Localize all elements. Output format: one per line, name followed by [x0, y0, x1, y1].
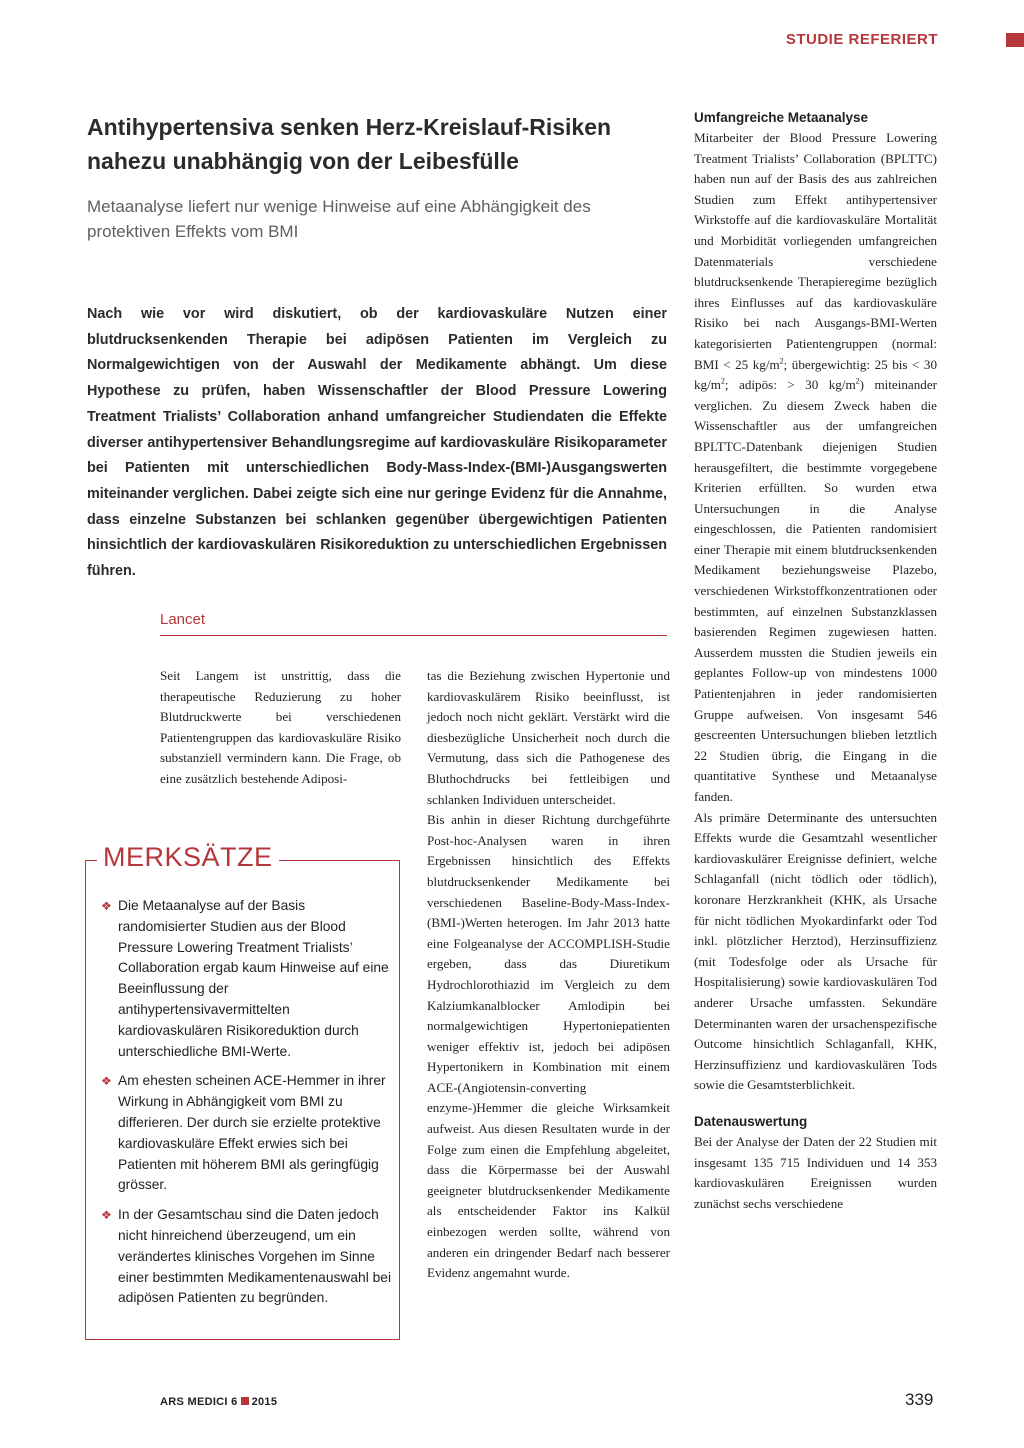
merksaetze-list [101, 896, 391, 1318]
footer-square [241, 1397, 249, 1405]
body-column-1 [160, 666, 401, 790]
source-label: Lancet [160, 611, 206, 628]
source-divider [160, 635, 667, 636]
body-column-3 [694, 108, 937, 1214]
list-item: ❖ Die Metaanalyse auf der Basis randomisierter Studien aus der Blood Pressure Lowering Treatment Trialists’ Collaboration ergab kaum Hinweise auf eine Beeinflussung der antihypertensivavermittelten kardiovaskulären Risikoreduktion durch unterschiedliche BMI-Werte. [101, 898, 389, 1059]
section-heading: Datenauswertung [694, 1113, 808, 1129]
body-paragraph: Mitarbeiter der Blood Pressure Lowering Treatment Trialists’ Collaboration (BPLTTC) haben nun auf der Basis des aus zahlreichen Studien zum Effekt antihypertensiver Wirkstoffe auf die kardiovaskuläre Mortalität und Morbidität vorliegenden umfangreichen Datenmaterials verschiedene blutdrucksenkende Therapieregime bezüglich ihres Einflusses auf das kardiovaskuläre Risiko bei nach Ausgangs-BMI-Werten kategorisierten Patientengruppen (normal: BMI < 25 $kg/m^2$; übergewichtig: 25 bis < 30 $kg/m^2$; adipös: > 30 $kg/m^2$) miteinander verglichen. Zu diesem Zweck haben die Wissenschaftler aus der umfangreichen BPLTTC-Datenbank diejenigen Studien herausgefiltert, die bestimmte vorgegebene Kriterien erfüllten. So wurden etwa Untersuchungen in die Analyse eingeschlossen, die Patienten randomisiert einer Therapie mit einem blutdrucksenkenden Medikament beziehungsweise Plazebo, verschiedenen Wirkstoffkonzentrationen oder bestimmten, auf einzelnen Substanzklassen basierenden Regimen zugewiesen hatten. Ausserdem mussten die Studien jeweils ein geplantes Follow-up von mindestens 1000 Patientenjahren in jeder randomisierten Gruppe aufweisen. Von insgesamt 546 gescreenten Untersuchungen blieben letztlich 22 Studien übrig, die Eingang in die quantitative Synthese und Metaanalyse fanden. [694, 130, 937, 804]
article-title: Antihypertensiva senken Herz-Kreislauf-Risiken nahezu unabhängig von der Leibesfülle [87, 114, 612, 174]
list-item: ❖ In der Gesamtschau sind die Daten jedoch nicht hinreichend überzeugend, um ein verändertes klinisches Vorgehen im Sinne einer bestimmten Medikamentenauswahl bei adipösen Patienten zu begründen. [101, 1207, 392, 1306]
footer-journal: ARS MEDICI 6 2015 [160, 1396, 278, 1408]
article-subtitle: Metaanalyse liefert nur wenige Hinweise auf eine Abhängigkeit des protektiven Effekts vom BMI [87, 197, 591, 241]
diamond-cluster-icon: ❖ [101, 1074, 112, 1089]
section-marker [1006, 33, 1024, 47]
page-number: 339 [905, 1390, 934, 1409]
merksaetze-title: MERKSÄTZE [97, 838, 279, 876]
body-paragraph: tas die Beziehung zwischen Hypertonie und kardiovaskulärem Risiko beeinflusst, ist jedoch noch nicht geklärt. Verstärkt wird die diesbezügliche Unsicherheit noch durch die Vermutung, dass sich die Pathogenese des Bluthochdrucks bei fettleibigen und schlanken Individuen unterscheidet. [427, 668, 670, 807]
list-item: ❖ Am ehesten scheinen ACE-Hemmer in ihrer Wirkung in Abhängigkeit vom BMI zu differieren. Der durch sie erzielte protektive kardiovaskuläre Effekt erwies sich bei Patienten mit höherem BMI als geringfügig grösser. [101, 1073, 386, 1193]
diamond-cluster-icon: ❖ [101, 899, 112, 913]
body-paragraph: Bei der Analyse der Daten der 22 Studien mit insgesamt 135 715 Individuen und 14 353 kardiovaskulären Ereignissen wurden zunächst sechs verschiedene [694, 1133, 937, 1211]
body-column-2 [427, 666, 670, 1284]
body-paragraph: Seit Langem ist unstrittig, dass die therapeutische Reduzierung zu hoher Blutdruckwerte bei verschiedenen Patientengruppen das kardiovaskuläre Risiko substanziell vermindern kann. Die Frage, ob eine zusätzlich bestehende Adiposi- [160, 668, 401, 786]
section-label: STUDIE REFERIERT [785, 31, 938, 48]
body-paragraph: Bis anhin in dieser Richtung durchgeführte Post-hoc-Analysen waren in ihren Ergebnissen hinsichtlich des Effekts blutdrucksenkender Medikamente bei verschiedenen Baseline-Body-Mass-Index-(BMI-)Werten heterogen. Im Jahr 2013 hatte eine Folgeanalyse der ACCOMPLISH-Studie ergeben, dass das Diuretikum Hydrochlorothiazid im Vergleich zu dem Kalziumkanalblocker Amlodipin bei normalgewichtigen Hypertoniepatienten weniger effektiv ist, jedoch bei adipösen Hypertonikern in Kombination mit einem ACE-(Angiotensin-converting enzyme-)Hemmer die gleiche Wirksamkeit aufweist. Aus diesen Resultaten wurde in der Folge zum einen die Empfehlung abgeleitet, dass die Körpermasse bei der Auswahl geeigneter blutdrucksenkender Medikamente als entscheidender Faktor ins Kalkül einbezogen werden sollte, während von anderen ein dringender Bedarf nach besserer Evidenz angemahnt wurde. [427, 812, 670, 1281]
body-paragraph: Als primäre Determinante des untersuchten Effekts wurde die Gesamtzahl wesentlicher kardiovaskulärer Ereignisse definiert, welche Schlaganfall (nicht tödlich oder tödlich), koronare Herzkrankheit (KHK, als Ursache für nicht tödlichen Myokardinfarkt oder Tod inkl. plötzlicher Herztod), Herzinsuffizienz (mit Todesfolge oder als Ursache für Hospitalisierung) sowie kardiovaskulären Tod anderer Ursache umfassten. Sekundäre Determinanten waren der ursachenspezifische Outcome hinsichtlich Schlaganfall, KHK, Herzinsuffizienz und kardiovaskulären Tods sowie die Gesamtsterblichkeit. [694, 809, 937, 1093]
section-heading: Umfangreiche Metaanalyse [694, 110, 869, 125]
article-lead: Nach wie vor wird diskutiert, ob der kardiovaskuläre Nutzen einer blutdrucksenkenden Therapie bei adipösen Patienten im Vergleich zu Normalgewichtigen von der Auswahl der Medikamente abhängt. Um diese Hypothese zu prüfen, haben Wissenschaftler der Blood Pressure Lowering Treatment Trialists’ Collaboration anhand umfangreicher Studiendaten die Effekte diverser antihypertensiver Behandlungsregime auf kardiovaskuläre Risikoparameter bei Patienten mit unterschiedlichen Body-Mass-Index-(BMI-)Ausgangswerten miteinander verglichen. Dabei zeigte sich eine nur geringe Evidenz für die Annahme, dass einzelne Substanzen bei schlanken gegenüber übergewichtigen Patienten hinsichtlich der kardiovaskulären Risikoreduktion zu unterschiedlichen Ergebnissen führen. [87, 306, 667, 580]
diamond-cluster-icon: ❖ [101, 1208, 112, 1223]
